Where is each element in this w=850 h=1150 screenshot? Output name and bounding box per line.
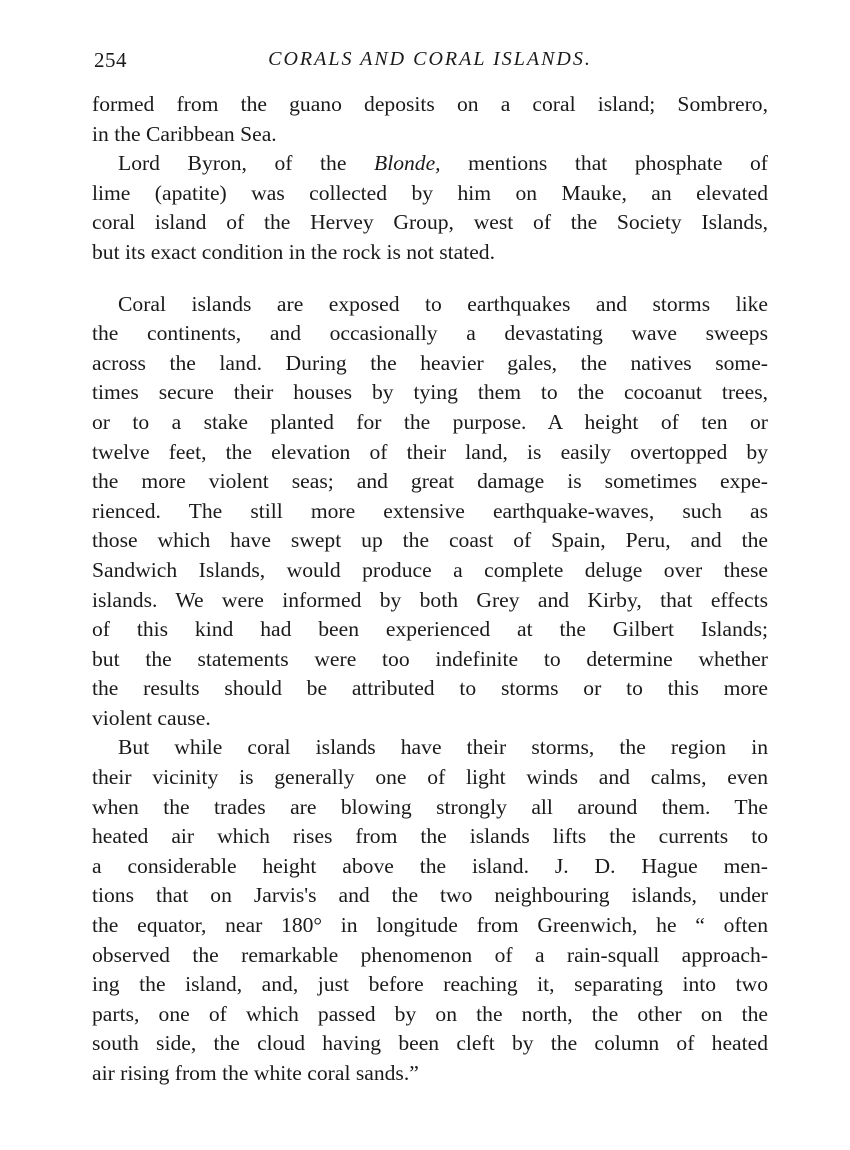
text-line: Coral islands are exposed to earthquakes and storms like xyxy=(118,291,768,316)
paragraph-calms xyxy=(92,733,768,1088)
text-line: twelve feet, the elevation of their land, is easily overtopped by xyxy=(92,439,768,464)
text-line: but its exact condition in the rock is not stated. xyxy=(92,239,496,264)
text-line: But while coral islands have their storms, the region in xyxy=(118,735,768,760)
section-gap xyxy=(92,268,768,290)
text-line: the more violent seas; and great damage is sometimes expe- xyxy=(92,469,768,494)
text-line: coral island of the Hervey Group, west of the Society Islands, xyxy=(92,210,768,235)
text-line: heated air which rises from the islands lifts the currents to xyxy=(92,824,768,849)
text-line: a considerable height above the island. J. D. Hague men- xyxy=(92,853,768,878)
text-line: Sandwich Islands, would produce a complete deluge over these xyxy=(92,557,768,582)
paragraph-storms xyxy=(92,290,768,734)
text-line: ing the island, and, just before reaching it, separating into two xyxy=(92,972,768,997)
text-fragment: Lord Byron, of the xyxy=(118,151,375,176)
book-page xyxy=(92,42,768,1089)
text-line: times secure their houses by tying them to the cocoanut trees, xyxy=(92,380,768,405)
text-line: rienced. The still more extensive earthquake-waves, such as xyxy=(92,498,768,523)
text-line: violent cause. xyxy=(92,705,211,730)
ship-name: Blonde, xyxy=(374,151,441,176)
text-line: their vicinity is generally one of light winds and calms, even xyxy=(92,765,768,790)
text-line: or to a stake planted for the purpose. A height of ten or xyxy=(92,409,768,434)
text-line: the equator, near 180° in longitude from Greenwich, he “ often xyxy=(92,913,768,938)
text-line: the results should be attributed to storms or to this more xyxy=(92,676,768,701)
text-line: those which have swept up the coast of Spain, Peru, and the xyxy=(92,528,768,553)
text-line: but the statements were too indefinite to determine whether xyxy=(92,646,768,671)
body-text xyxy=(92,90,768,1089)
text-line: air rising from the white coral sands.” xyxy=(92,1061,419,1085)
text-line: lime (apatite) was collected by him on Mauke, an elevated xyxy=(92,180,768,205)
text-line: observed the remarkable phenomenon of a rain-squall approach- xyxy=(92,942,768,967)
text-line: of this kind had been experienced at the Gilbert Islands; xyxy=(92,617,768,642)
paragraph-byron xyxy=(92,149,768,267)
page-number: 254 xyxy=(94,48,127,72)
text-line: across the land. During the heavier gales, the natives some- xyxy=(92,350,768,375)
text-line: parts, one of which passed by on the north, the other on the xyxy=(92,1001,768,1026)
text-fragment: mentions that phosphate of xyxy=(440,151,768,176)
running-title: CORALS AND CORAL ISLANDS. xyxy=(268,48,592,70)
text-line: the continents, and occasionally a devastating wave sweeps xyxy=(92,321,768,346)
text-line: islands. We were informed by both Grey and Kirby, that effects xyxy=(92,587,768,612)
text-line: south side, the cloud having been cleft by the column of heated xyxy=(92,1031,768,1056)
text-line: formed from the guano deposits on a coral island; Sombrero, xyxy=(92,92,768,116)
text-line: in the Caribbean Sea. xyxy=(92,121,277,146)
paragraph-guano xyxy=(92,90,768,149)
page-header xyxy=(92,42,768,80)
text-line: tions that on Jarvis's and the two neighbouring islands, under xyxy=(92,883,768,908)
text-line: when the trades are blowing strongly all around them. The xyxy=(92,794,768,819)
text-line xyxy=(92,149,768,179)
